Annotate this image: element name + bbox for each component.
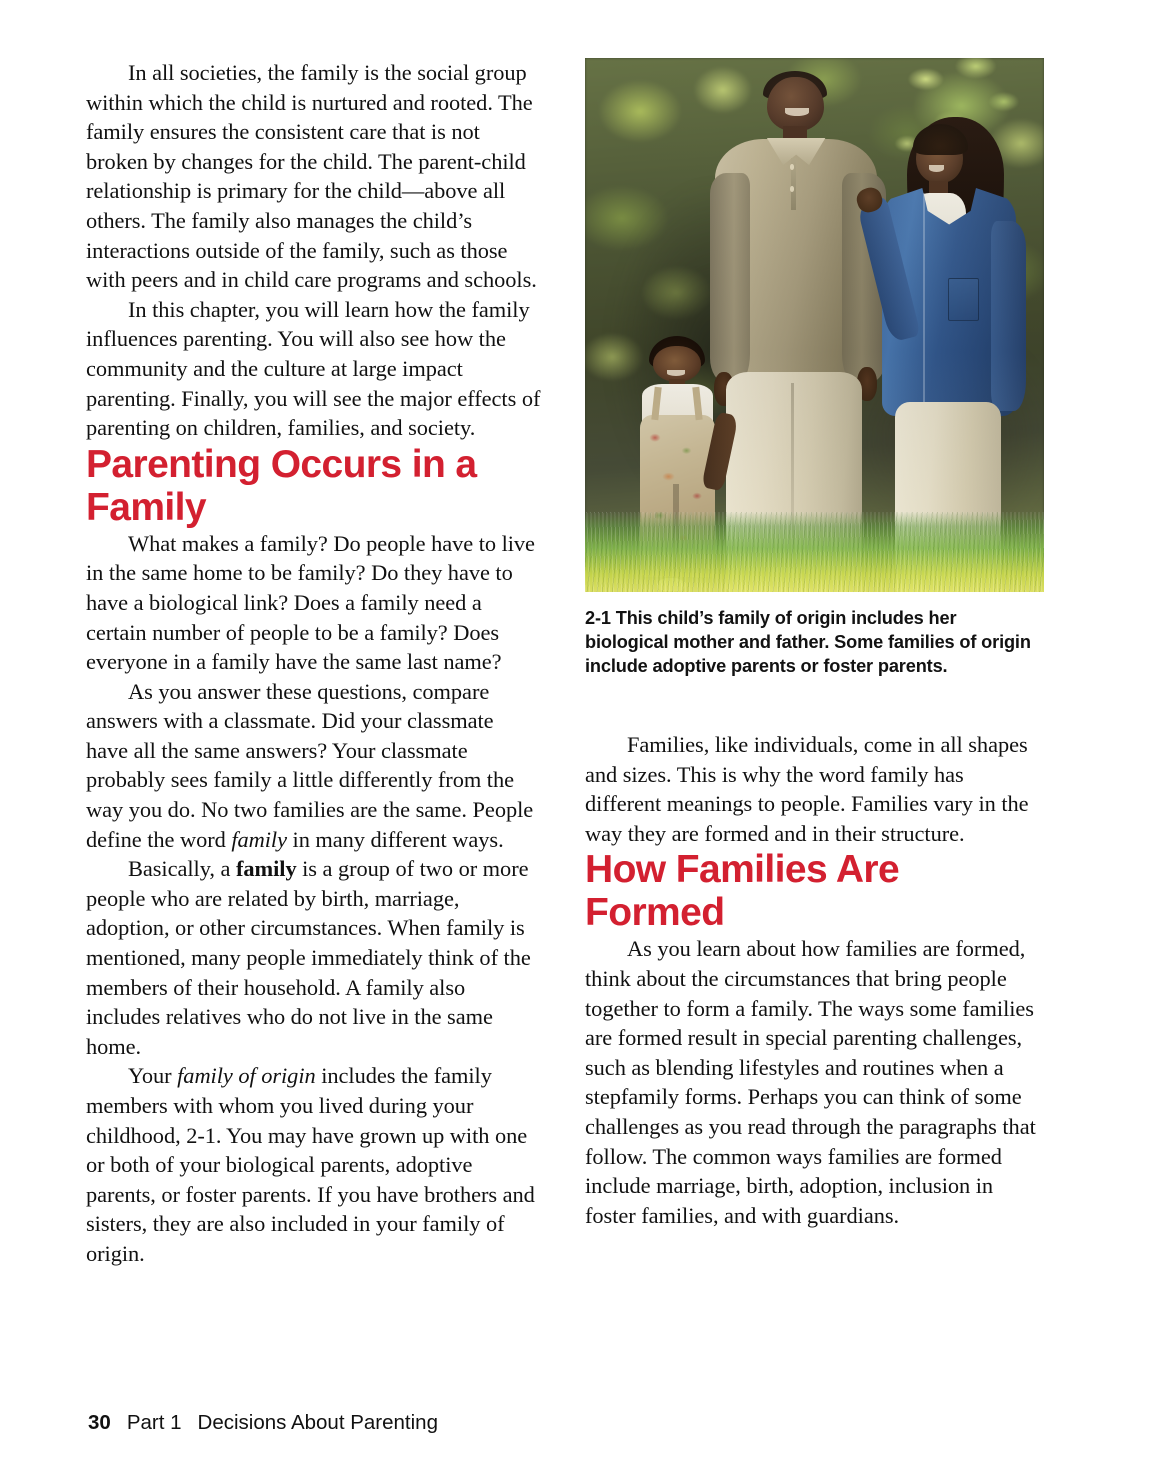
- paragraph-families-shapes-and-sizes: Families, like individuals, come in all shapes and sizes. This is why the word family has different meanings to people. Families vary in the way they are formed and in their structure.: [585, 732, 1029, 846]
- mother-denim-seam: [923, 193, 925, 412]
- page-number: 30: [88, 1411, 111, 1434]
- paragraph-as-you-answer: [86, 677, 541, 855]
- figure-caption: 2-1 This child’s family of origin includes her biological mother and father. Some families of origin include adoptive parents or foster parents.: [585, 608, 1031, 676]
- paragraph-in-all-societies: In all societies, the family is the social group within which the child is nurtured and rooted. The family ensures the consistent care that is not broken by changes for the child. The parent-child relationship is primary for the child—above all others. The family also manages the child’s interactions outside of the family, such as those with peers and in child care programs and schools.: [86, 60, 537, 293]
- father-button-top: [790, 164, 795, 170]
- section-heading-how-families-are-formed: How Families Are Formed: [585, 848, 900, 935]
- grass-texture: [585, 512, 1044, 592]
- right-column: [585, 58, 1044, 1288]
- italic-term-family-of-origin: family of origin: [177, 1063, 316, 1089]
- footer-part-label: Part 1: [126, 1411, 182, 1434]
- paragraph-what-makes-a-family: What makes a family? Do people have to live in the same home to be family? Do they have to have a biological link? Does a family need a certain number of people to be a family? Does everyone in a family have the same last name?: [86, 530, 535, 675]
- mother-right-sleeve: [991, 221, 1025, 411]
- text-run: in many different ways.: [286, 826, 504, 852]
- text-run: As you answer these questions, compare answers with a classmate. Did your classmate have all the same answers? Your classmate probably sees family a little differently from the way you do. No two families are the same. People define the word: [86, 678, 534, 852]
- mother-denim-pocket: [948, 278, 979, 321]
- footer-running-head: Decisions About Parenting: [197, 1411, 438, 1434]
- paragraph-basically-a-family: [86, 854, 541, 1061]
- paragraph-as-you-learn-about-how-families-are-formed: As you learn about how families are formed, think about the circumstances that bring people together to form a family. The ways some families are formed result in special parenting challenges, such as blending lifestyles and routines when a stepfamily forms. Perhaps you can think of some challenges as you read through the paragraphs that follow. The common ways families are formed include marriage, birth, adoption, inclusion in foster families, and with guardians.: [585, 936, 1036, 1228]
- page-footer: [88, 1411, 438, 1435]
- text-run: Your: [128, 1063, 178, 1089]
- bold-term-family: family: [235, 856, 297, 882]
- family-photograph: [585, 58, 1044, 592]
- paragraph-in-this-chapter: In this chapter, you will learn how the family influences parenting. You will also see how the community and the culture at large impact parenting. Finally, you will see the major effects of parenting on children, families, and society.: [86, 296, 541, 441]
- left-column: [86, 58, 541, 1288]
- text-run: Basically, a: [128, 856, 236, 882]
- page-columns: [86, 58, 1044, 1288]
- text-run: is a group of two or more people who are related by birth, marriage, adoption, or other circumstances. When family is mentioned, many people immediately think of the members of their household. A family also includes relatives who do not live in the same home.: [86, 856, 531, 1059]
- child-head: [653, 346, 701, 382]
- paragraph-your-family-of-origin: [86, 1061, 541, 1268]
- figure-2-1: [585, 58, 1044, 678]
- child-smile: [667, 370, 685, 376]
- italic-term-family: family: [231, 826, 287, 852]
- father-button-bottom: [790, 186, 795, 192]
- caption-spacer: [585, 678, 1044, 730]
- father-head: [767, 77, 824, 132]
- text-run: includes the family members with whom you lived during your childhood, 2-1. You may have grown up with one or both of your biological parents, adoptive parents, or foster parents. If you have brothers and sisters, they are also included in your family of origin.: [86, 1063, 535, 1266]
- section-heading-parenting-occurs-in-a-family: Parenting Occurs in a Family: [86, 442, 477, 529]
- photo-scene: [585, 58, 1044, 592]
